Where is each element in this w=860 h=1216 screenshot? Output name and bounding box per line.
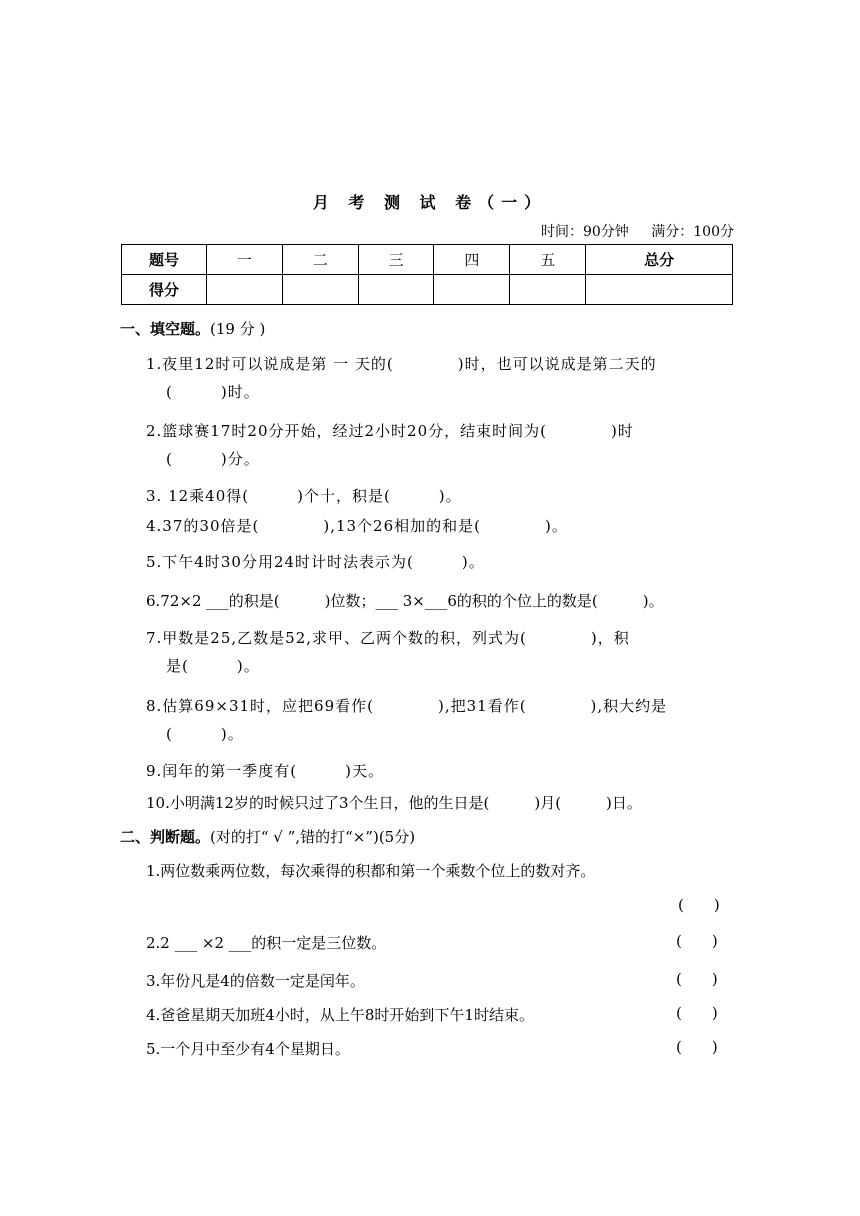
score-table-cell: 一 — [207, 245, 283, 275]
question-text: 2.篮球赛17时20分开始，经过2小时20分，结束时间为( )时 — [146, 422, 634, 440]
question-text: 6.72×2 ___的积是( )位数；___ 3×___6的积的个位上的数是( )。 — [146, 592, 664, 610]
question-text: 9.闰年的第一季度有( )天。 — [146, 762, 385, 780]
section2-note: (对的打“ √ ”,错的打“×”)(5分) — [210, 828, 416, 846]
judge-text: 1.两位数乘两位数，每次乘得的积都和第一个乘数个位上的数对齐。 — [146, 862, 596, 880]
score-table-cell: 五 — [510, 245, 586, 275]
score-input-cell[interactable] — [207, 275, 283, 305]
question-text-continued: ( )分。 — [166, 450, 260, 468]
answer-parens[interactable]: ( ) — [676, 932, 718, 950]
judge-item-4 — [146, 1002, 734, 1028]
exam-title: 月 考 测 试 卷（一） — [312, 193, 548, 212]
exam-meta — [523, 221, 734, 241]
score-table-cell: 四 — [434, 245, 510, 275]
question-3 — [146, 482, 734, 510]
judge-item-2 — [146, 930, 734, 956]
question-1 — [146, 350, 734, 406]
question-text: 10.小明满12岁的时候只过了3个生日，他的生日是( )月( )日。 — [146, 794, 642, 812]
judge-text: 3.年份凡是4的倍数一定是闰年。 — [146, 972, 365, 990]
answer-parens[interactable]: ( ) — [676, 1038, 718, 1056]
question-6 — [146, 587, 734, 615]
score-input-cell[interactable] — [282, 275, 358, 305]
judge-item-1 — [146, 858, 734, 884]
question-text: 1.夜里12时可以说成是第 一 天的( )时，也可以说成是第二天的 — [146, 355, 657, 373]
judge-text: 4.爸爸星期天加班4小时，从上午8时开始到下午1时结束。 — [146, 1006, 534, 1024]
judge-text: 2.2 ___ ×2 ___的积一定是三位数。 — [146, 934, 387, 952]
score-table-cell: 二 — [282, 245, 358, 275]
question-text: 5.下午4时30分用24时计时法表示为( )。 — [146, 553, 485, 571]
section1-points: (19 分 ) — [210, 320, 266, 338]
section2-title: 二、判断题。 — [120, 828, 211, 846]
answer-parens[interactable]: ( ) — [676, 970, 718, 988]
judge-item-5 — [146, 1036, 734, 1062]
question-text: 3. 12乘40得( )个十，积是( )。 — [146, 487, 462, 505]
section1-title: 一、填空题。 — [120, 320, 211, 338]
score-table-header-row — [122, 245, 733, 275]
time-limit: 时间：90分钟 — [540, 224, 629, 240]
score-input-cell[interactable] — [358, 275, 434, 305]
score-table-score-row — [122, 275, 733, 305]
question-text-continued: 是( )。 — [166, 657, 260, 675]
score-table-cell: 题号 — [122, 245, 207, 275]
answer-parens[interactable]: ( ) — [676, 1004, 718, 1022]
question-text-continued: ( )时。 — [166, 383, 260, 401]
score-input-cell[interactable] — [586, 275, 733, 305]
question-5 — [146, 548, 734, 576]
judge-text: 5.一个月中至少有4个星期日。 — [146, 1040, 350, 1058]
question-text-continued: ( )。 — [166, 725, 244, 743]
question-10 — [146, 789, 734, 817]
full-score: 满分：100分 — [651, 224, 734, 240]
score-table — [121, 244, 733, 305]
score-input-cell[interactable] — [434, 275, 510, 305]
score-table-cell: 三 — [358, 245, 434, 275]
section1-heading — [120, 318, 265, 339]
question-8 — [146, 692, 734, 748]
question-4 — [146, 512, 734, 540]
section2-heading — [120, 826, 415, 847]
score-table-cell: 总分 — [586, 245, 733, 275]
judge-item-3 — [146, 968, 734, 994]
question-text: 7.甲数是25,乙数是52,求甲、乙两个数的积，列式为( )，积 — [146, 629, 630, 647]
answer-parens[interactable]: ( ) — [678, 896, 720, 914]
question-text: 4.37的30倍是( ),13个26相加的和是( )。 — [146, 517, 568, 535]
question-7 — [146, 624, 734, 680]
question-9 — [146, 757, 734, 785]
score-input-cell[interactable] — [510, 275, 586, 305]
score-table-cell: 得分 — [122, 275, 207, 305]
question-2 — [146, 417, 734, 473]
question-text: 8.估算69×31时，应把69看作( ),把31看作( ),积大约是 — [146, 697, 668, 715]
